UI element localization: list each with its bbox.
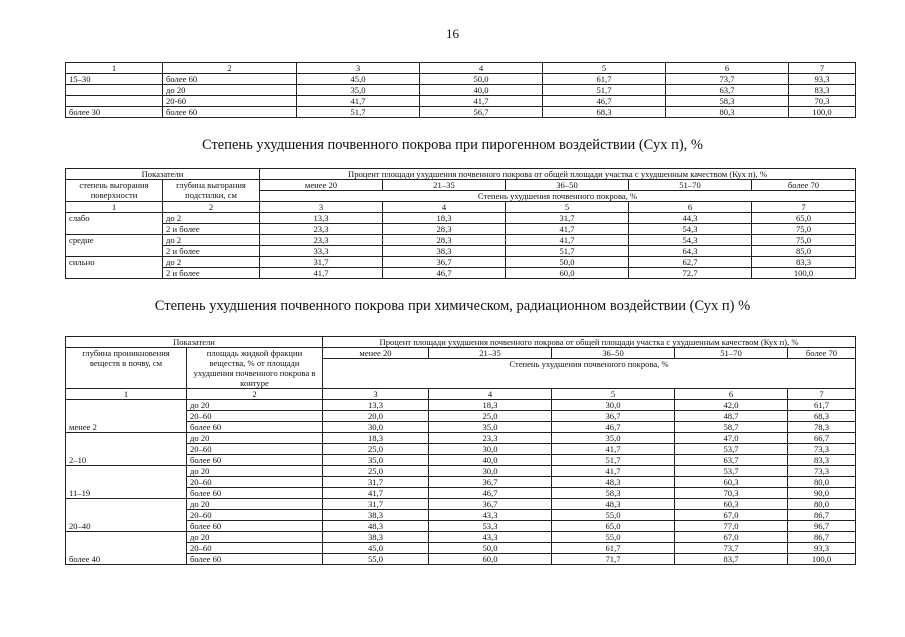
value-cell: 45,0 xyxy=(297,74,420,85)
value-cell: 86,7 xyxy=(788,532,856,543)
value-cell: 72,7 xyxy=(629,268,752,279)
fraction-cell: более 60 xyxy=(187,422,323,433)
value-cell: 50,0 xyxy=(429,543,552,554)
column-numbers-row xyxy=(66,63,856,74)
value-cell: 13,3 xyxy=(323,400,429,411)
value-cell: 42,0 xyxy=(675,400,788,411)
value-cell: 77,0 xyxy=(675,521,788,532)
value-cell: 18,3 xyxy=(429,400,552,411)
range-cell: 36–50 xyxy=(552,348,675,359)
value-cell: 46,7 xyxy=(429,488,552,499)
column-numbers-row xyxy=(66,389,856,400)
burn-depth-cell: 2 и более xyxy=(163,224,260,235)
column-number: 7 xyxy=(788,389,856,400)
table-row xyxy=(66,107,856,118)
value-cell: 54,3 xyxy=(629,235,752,246)
value-cell: 75,0 xyxy=(752,235,856,246)
column-number: 6 xyxy=(675,389,788,400)
value-cell: 48,3 xyxy=(323,521,429,532)
value-cell: 13,3 xyxy=(260,213,383,224)
value-cell: 41,7 xyxy=(420,96,543,107)
table-row xyxy=(66,96,856,107)
value-cell: 73,3 xyxy=(788,466,856,477)
value-cell: 50,0 xyxy=(506,257,629,268)
value-cell: 18,3 xyxy=(383,213,506,224)
value-cell: 38,3 xyxy=(383,246,506,257)
value-cell: 58,3 xyxy=(666,96,789,107)
value-cell: 83,3 xyxy=(752,257,856,268)
table-row xyxy=(66,400,856,411)
fraction-cell: более 60 xyxy=(187,455,323,466)
column-number: 3 xyxy=(323,389,429,400)
column-number: 4 xyxy=(383,202,506,213)
range-cell: 21–35 xyxy=(429,348,552,359)
value-cell: 25,0 xyxy=(323,444,429,455)
value-cell: 100,0 xyxy=(752,268,856,279)
range-cell: менее 20 xyxy=(260,180,383,191)
value-cell: 83,7 xyxy=(675,554,788,565)
value-cell: 73,7 xyxy=(666,74,789,85)
table-row xyxy=(66,246,856,257)
value-cell: 61,7 xyxy=(788,400,856,411)
value-cell: 68,3 xyxy=(543,107,666,118)
value-cell: 67,0 xyxy=(675,532,788,543)
fraction-cell: 20–60 xyxy=(187,411,323,422)
value-cell: 41,7 xyxy=(506,235,629,246)
value-cell: 43,3 xyxy=(429,532,552,543)
table-row xyxy=(66,213,856,224)
value-cell: 60,3 xyxy=(675,499,788,510)
value-cell: 51,7 xyxy=(543,85,666,96)
value-cell: 61,7 xyxy=(543,74,666,85)
column-numbers-row xyxy=(66,202,856,213)
fraction-cell: 20-60 xyxy=(163,96,297,107)
value-cell: 48,3 xyxy=(552,499,675,510)
value-cell: 54,3 xyxy=(629,224,752,235)
value-cell: 64,3 xyxy=(629,246,752,257)
value-cell: 31,7 xyxy=(323,499,429,510)
value-cell: 31,7 xyxy=(506,213,629,224)
value-cell: 28,3 xyxy=(383,224,506,235)
value-cell: 41,7 xyxy=(552,444,675,455)
fraction-cell: более 60 xyxy=(187,554,323,565)
value-cell: 30,0 xyxy=(323,422,429,433)
table-row xyxy=(66,85,856,96)
page-number: 16 xyxy=(446,26,459,41)
value-cell: 48,3 xyxy=(552,477,675,488)
value-cell: 31,7 xyxy=(323,477,429,488)
value-cell: 43,3 xyxy=(429,510,552,521)
table-row xyxy=(66,499,856,510)
pyrogenic-table-title: Степень ухудшения почвенного покрова при пирогенном воздействии (Сух п), % xyxy=(201,137,704,153)
column-number: 3 xyxy=(297,63,420,74)
value-cell: 78,3 xyxy=(788,422,856,433)
value-cell: 66,7 xyxy=(788,433,856,444)
value-cell: 100,0 xyxy=(788,554,856,565)
value-cell: 51,7 xyxy=(552,455,675,466)
value-cell: 65,0 xyxy=(752,213,856,224)
burn-degree-cell: слабо xyxy=(66,213,163,235)
value-cell: 46,7 xyxy=(383,268,506,279)
pyrogenic-table xyxy=(65,168,856,279)
fraction-cell: до 20 xyxy=(187,466,323,477)
column-number: 2 xyxy=(163,63,297,74)
fraction-cell: до 20 xyxy=(187,532,323,543)
burn-depth-cell: до 2 xyxy=(163,213,260,224)
value-cell: 30,0 xyxy=(552,400,675,411)
header-degree: Степень ухудшения почвенного покрова, % xyxy=(260,191,856,202)
table-row xyxy=(66,466,856,477)
value-cell: 60,0 xyxy=(429,554,552,565)
penetration-depth-cell: менее 2 xyxy=(66,400,187,433)
value-cell: 73,3 xyxy=(788,444,856,455)
value-cell: 60,3 xyxy=(675,477,788,488)
value-cell: 53,7 xyxy=(675,466,788,477)
column-number: 7 xyxy=(752,202,856,213)
fraction-cell: более 60 xyxy=(187,488,323,499)
value-cell: 23,3 xyxy=(260,235,383,246)
value-cell: 53,7 xyxy=(675,444,788,455)
header-burn-degree: степень выгорания поверхности xyxy=(66,180,163,202)
column-number: 5 xyxy=(543,63,666,74)
header-burn-depth: глубина выгорания подстилки, см xyxy=(163,180,260,202)
fraction-cell: до 20 xyxy=(187,433,323,444)
value-cell: 30,0 xyxy=(429,444,552,455)
value-cell: 28,3 xyxy=(383,235,506,246)
fraction-cell: до 20 xyxy=(163,85,297,96)
value-cell: 38,3 xyxy=(323,532,429,543)
value-cell: 58,3 xyxy=(552,488,675,499)
penetration-depth-cell: 2–10 xyxy=(66,433,187,466)
depth-cell: 15–30 xyxy=(66,74,163,85)
header-indicators: Показатели xyxy=(66,337,323,348)
fraction-cell: до 20 xyxy=(187,499,323,510)
fraction-cell: 20–60 xyxy=(187,510,323,521)
value-cell: 20,0 xyxy=(323,411,429,422)
value-cell: 80,0 xyxy=(788,499,856,510)
value-cell: 62,7 xyxy=(629,257,752,268)
column-number: 2 xyxy=(163,202,260,213)
value-cell: 93,3 xyxy=(789,74,856,85)
fraction-cell: 20–60 xyxy=(187,477,323,488)
chemical-table xyxy=(65,336,856,565)
value-cell: 51,7 xyxy=(297,107,420,118)
table-row xyxy=(66,235,856,246)
value-cell: 71,7 xyxy=(552,554,675,565)
value-cell: 18,3 xyxy=(323,433,429,444)
column-number: 5 xyxy=(506,202,629,213)
chemical-table-title: Степень ухудшения почвенного покрова при химическом, радиационном воздействии (Сух п) % xyxy=(154,298,751,314)
table-row xyxy=(66,257,856,268)
table-row xyxy=(66,74,856,85)
value-cell: 41,7 xyxy=(297,96,420,107)
value-cell: 60,0 xyxy=(506,268,629,279)
depth-cell: более 30 xyxy=(66,107,163,118)
value-cell: 41,7 xyxy=(506,224,629,235)
value-cell: 40,0 xyxy=(420,85,543,96)
header-liquid-fraction: площадь жидкой фракции вещества, % от площади ухудшения почвенного покрова в контуре xyxy=(187,348,323,389)
burn-degree-cell: средне xyxy=(66,235,163,257)
value-cell: 51,7 xyxy=(506,246,629,257)
value-cell: 35,0 xyxy=(297,85,420,96)
value-cell: 35,0 xyxy=(552,433,675,444)
value-cell: 31,7 xyxy=(260,257,383,268)
fraction-cell: более 60 xyxy=(163,107,297,118)
value-cell: 86,7 xyxy=(788,510,856,521)
column-number: 1 xyxy=(66,63,163,74)
value-cell: 63,7 xyxy=(675,455,788,466)
value-cell: 90,0 xyxy=(788,488,856,499)
value-cell: 23,3 xyxy=(429,433,552,444)
table-row xyxy=(66,532,856,543)
value-cell: 75,0 xyxy=(752,224,856,235)
value-cell: 65,0 xyxy=(552,521,675,532)
value-cell: 36,7 xyxy=(429,477,552,488)
range-cell: более 70 xyxy=(788,348,856,359)
value-cell: 63,7 xyxy=(666,85,789,96)
value-cell: 80,0 xyxy=(788,477,856,488)
header-penetration-depth: глубина проникновения веществ в почву, см xyxy=(66,348,187,389)
column-number: 7 xyxy=(789,63,856,74)
value-cell: 41,7 xyxy=(260,268,383,279)
value-cell: 73,7 xyxy=(675,543,788,554)
range-cell: 21–35 xyxy=(383,180,506,191)
value-cell: 33,3 xyxy=(260,246,383,257)
table-row xyxy=(66,224,856,235)
column-number: 5 xyxy=(552,389,675,400)
value-cell: 55,0 xyxy=(552,532,675,543)
fraction-cell: более 60 xyxy=(187,521,323,532)
value-cell: 36,7 xyxy=(383,257,506,268)
table-continuation xyxy=(65,62,856,118)
value-cell: 67,0 xyxy=(675,510,788,521)
burn-depth-cell: до 2 xyxy=(163,257,260,268)
value-cell: 70,3 xyxy=(675,488,788,499)
value-cell: 70,3 xyxy=(789,96,856,107)
value-cell: 25,0 xyxy=(429,411,552,422)
value-cell: 83,3 xyxy=(788,455,856,466)
burn-depth-cell: 2 и более xyxy=(163,246,260,257)
value-cell: 55,0 xyxy=(552,510,675,521)
value-cell: 96,7 xyxy=(788,521,856,532)
column-number: 6 xyxy=(629,202,752,213)
fraction-cell: до 20 xyxy=(187,400,323,411)
fraction-cell: более 60 xyxy=(163,74,297,85)
column-number: 1 xyxy=(66,202,163,213)
value-cell: 55,0 xyxy=(323,554,429,565)
table-row xyxy=(66,433,856,444)
value-cell: 48,7 xyxy=(675,411,788,422)
value-cell: 45,0 xyxy=(323,543,429,554)
value-cell: 46,7 xyxy=(552,422,675,433)
depth-cell xyxy=(66,85,163,96)
range-cell: менее 20 xyxy=(323,348,429,359)
penetration-depth-cell: более 40 xyxy=(66,532,187,565)
column-number: 2 xyxy=(187,389,323,400)
burn-depth-cell: 2 и более xyxy=(163,268,260,279)
table-row xyxy=(66,268,856,279)
value-cell: 41,7 xyxy=(552,466,675,477)
column-number: 4 xyxy=(420,63,543,74)
column-number: 4 xyxy=(429,389,552,400)
range-cell: 36–50 xyxy=(506,180,629,191)
penetration-depth-cell: 20–40 xyxy=(66,499,187,532)
value-cell: 61,7 xyxy=(552,543,675,554)
value-cell: 58,7 xyxy=(675,422,788,433)
header-indicators: Показатели xyxy=(66,169,260,180)
fraction-cell: 20–60 xyxy=(187,444,323,455)
value-cell: 85,0 xyxy=(752,246,856,257)
range-cell: 51–70 xyxy=(629,180,752,191)
header-degree: Степень ухудшения почвенного покрова, % xyxy=(323,359,856,389)
value-cell: 50,0 xyxy=(420,74,543,85)
header-percent: Процент площади ухудшения почвенного покрова от общей площади участка с ухудшенным качеством (Кух п), % xyxy=(260,169,856,180)
depth-cell xyxy=(66,96,163,107)
value-cell: 35,0 xyxy=(429,422,552,433)
value-cell: 93,3 xyxy=(788,543,856,554)
penetration-depth-cell: 11–19 xyxy=(66,466,187,499)
value-cell: 68,3 xyxy=(788,411,856,422)
value-cell: 38,3 xyxy=(323,510,429,521)
value-cell: 100,0 xyxy=(789,107,856,118)
burn-degree-cell: сильно xyxy=(66,257,163,279)
value-cell: 25,0 xyxy=(323,466,429,477)
value-cell: 35,0 xyxy=(323,455,429,466)
burn-depth-cell: до 2 xyxy=(163,235,260,246)
value-cell: 36,7 xyxy=(552,411,675,422)
value-cell: 40,0 xyxy=(429,455,552,466)
column-number: 6 xyxy=(666,63,789,74)
value-cell: 47,0 xyxy=(675,433,788,444)
column-number: 1 xyxy=(66,389,187,400)
value-cell: 56,7 xyxy=(420,107,543,118)
range-cell: более 70 xyxy=(752,180,856,191)
column-number: 3 xyxy=(260,202,383,213)
range-cell: 51–70 xyxy=(675,348,788,359)
value-cell: 41,7 xyxy=(323,488,429,499)
value-cell: 83,3 xyxy=(789,85,856,96)
value-cell: 36,7 xyxy=(429,499,552,510)
value-cell: 46,7 xyxy=(543,96,666,107)
value-cell: 53,3 xyxy=(429,521,552,532)
value-cell: 23,3 xyxy=(260,224,383,235)
value-cell: 30,0 xyxy=(429,466,552,477)
header-percent: Процент площади ухудшения почвенного покрова от общей площади участка с ухудшенным качеством (Кух п), % xyxy=(323,337,856,348)
value-cell: 44,3 xyxy=(629,213,752,224)
value-cell: 80,3 xyxy=(666,107,789,118)
fraction-cell: 20–60 xyxy=(187,543,323,554)
